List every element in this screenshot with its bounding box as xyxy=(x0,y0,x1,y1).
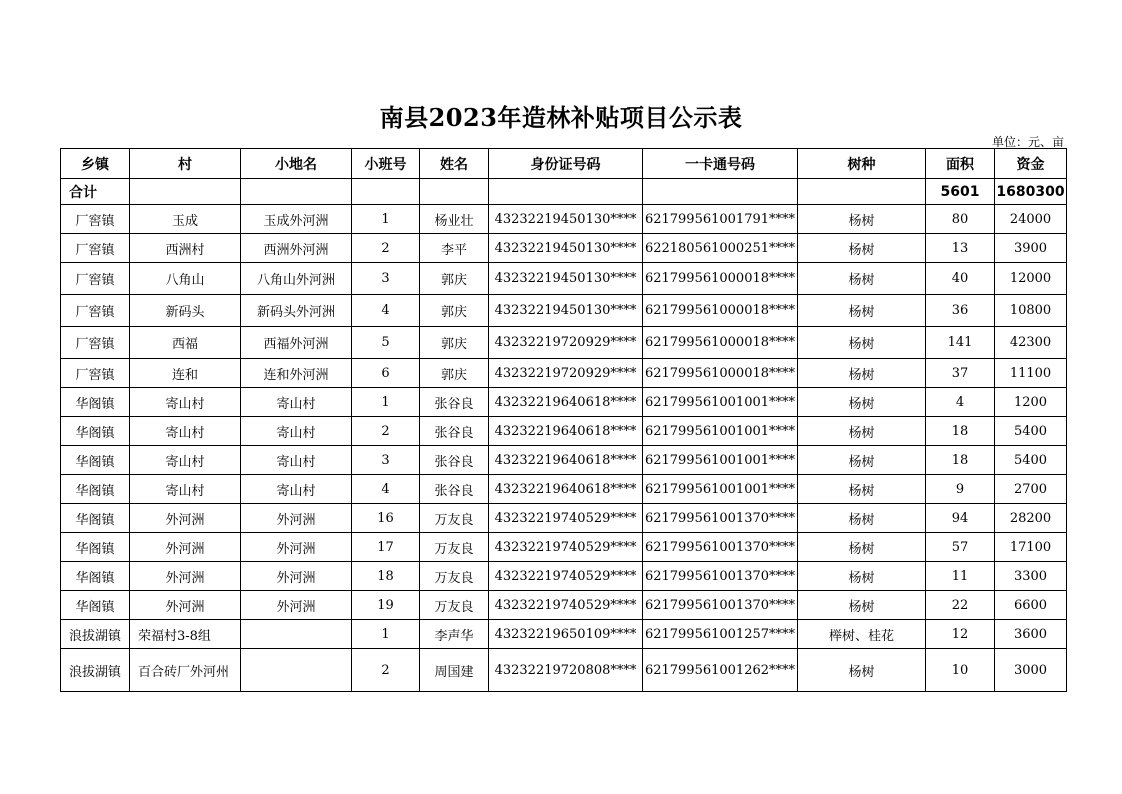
id-number-cell: 43232219650109**** xyxy=(489,620,643,649)
area-cell: 18 xyxy=(926,417,995,446)
col-header-name: 姓名 xyxy=(420,149,489,179)
plot-number-cell: 3 xyxy=(352,446,420,475)
township-cell: 华阁镇 xyxy=(61,533,130,562)
area-cell: 9 xyxy=(926,475,995,504)
card-number-cell: 621799561000018**** xyxy=(643,263,798,295)
table-row xyxy=(61,649,1067,692)
place-name-cell: 玉成外河洲 xyxy=(241,205,352,234)
name-cell: 郭庆 xyxy=(420,359,489,388)
area-cell: 11 xyxy=(926,562,995,591)
table-row xyxy=(61,533,1067,562)
tree-species-cell: 杨树 xyxy=(798,263,926,295)
name-cell: 张谷良 xyxy=(420,417,489,446)
area-cell: 57 xyxy=(926,533,995,562)
township-cell: 华阁镇 xyxy=(61,475,130,504)
place-name-cell: 寄山村 xyxy=(241,475,352,504)
id-number-cell: 43232219450130**** xyxy=(489,295,643,327)
township-cell: 华阁镇 xyxy=(61,417,130,446)
name-cell: 郭庆 xyxy=(420,327,489,359)
plot-number-cell: 5 xyxy=(352,327,420,359)
col-header-plot-number: 小班号 xyxy=(352,149,420,179)
total-area: 5601 xyxy=(926,179,995,205)
tree-species-cell: 榉树、桂花 xyxy=(798,620,926,649)
col-header-village: 村 xyxy=(130,149,241,179)
tree-species-cell: 杨树 xyxy=(798,388,926,417)
funds-cell: 42300 xyxy=(995,327,1067,359)
name-cell: 万友良 xyxy=(420,504,489,533)
tree-species-cell: 杨树 xyxy=(798,234,926,263)
tree-species-cell: 杨树 xyxy=(798,562,926,591)
id-number-cell: 43232219640618**** xyxy=(489,388,643,417)
place-name-cell: 外河洲 xyxy=(241,591,352,620)
name-cell: 万友良 xyxy=(420,562,489,591)
id-number-cell: 43232219450130**** xyxy=(489,205,643,234)
township-cell: 华阁镇 xyxy=(61,562,130,591)
table-row xyxy=(61,295,1067,327)
page-title: 南县2023年造林补贴项目公示表 xyxy=(379,103,743,132)
table-row xyxy=(61,620,1067,649)
card-number-cell: 621799561001262**** xyxy=(643,649,798,692)
name-cell: 郭庆 xyxy=(420,295,489,327)
id-number-cell: 43232219640618**** xyxy=(489,475,643,504)
funds-cell: 17100 xyxy=(995,533,1067,562)
col-header-area: 面积 xyxy=(926,149,995,179)
place-name-cell: 外河洲 xyxy=(241,533,352,562)
name-cell: 杨业壮 xyxy=(420,205,489,234)
name-cell: 万友良 xyxy=(420,533,489,562)
header-row xyxy=(61,149,1067,179)
id-number-cell: 43232219450130**** xyxy=(489,263,643,295)
township-cell: 厂窖镇 xyxy=(61,234,130,263)
area-cell: 10 xyxy=(926,649,995,692)
funds-cell: 3900 xyxy=(995,234,1067,263)
township-cell: 华阁镇 xyxy=(61,591,130,620)
total-row xyxy=(61,179,1067,205)
id-number-cell: 43232219640618**** xyxy=(489,446,643,475)
tree-species-cell: 杨树 xyxy=(798,504,926,533)
card-number-cell: 621799561001370**** xyxy=(643,533,798,562)
table-row xyxy=(61,475,1067,504)
village-cell: 外河洲 xyxy=(130,504,241,533)
plot-number-cell: 2 xyxy=(352,234,420,263)
tree-species-cell: 杨树 xyxy=(798,295,926,327)
card-number-cell: 621799561000018**** xyxy=(643,327,798,359)
id-number-cell: 43232219740529**** xyxy=(489,533,643,562)
funds-cell: 6600 xyxy=(995,591,1067,620)
village-cell: 八角山 xyxy=(130,263,241,295)
tree-species-cell: 杨树 xyxy=(798,446,926,475)
name-cell: 张谷良 xyxy=(420,475,489,504)
name-cell: 万友良 xyxy=(420,591,489,620)
card-number-cell: 621799561001257**** xyxy=(643,620,798,649)
plot-number-cell: 2 xyxy=(352,649,420,692)
funds-cell: 3300 xyxy=(995,562,1067,591)
tree-species-cell: 杨树 xyxy=(798,649,926,692)
card-number-cell: 622180561000251**** xyxy=(643,234,798,263)
plot-number-cell: 4 xyxy=(352,295,420,327)
funds-cell: 3600 xyxy=(995,620,1067,649)
table-row xyxy=(61,205,1067,234)
village-cell: 西洲村 xyxy=(130,234,241,263)
col-header-funds: 资金 xyxy=(995,149,1067,179)
funds-cell: 5400 xyxy=(995,446,1067,475)
table-row xyxy=(61,446,1067,475)
plot-number-cell: 1 xyxy=(352,205,420,234)
name-cell: 张谷良 xyxy=(420,388,489,417)
name-cell: 周国建 xyxy=(420,649,489,692)
tree-species-cell: 杨树 xyxy=(798,533,926,562)
card-number-cell: 621799561001370**** xyxy=(643,504,798,533)
card-number-cell: 621799561001370**** xyxy=(643,562,798,591)
name-cell: 张谷良 xyxy=(420,446,489,475)
village-cell: 寄山村 xyxy=(130,446,241,475)
township-cell: 浪拔湖镇 xyxy=(61,620,130,649)
funds-cell: 10800 xyxy=(995,295,1067,327)
area-cell: 40 xyxy=(926,263,995,295)
township-cell: 厂窖镇 xyxy=(61,295,130,327)
card-number-cell: 621799561001001**** xyxy=(643,388,798,417)
place-name-cell: 新码头外河洲 xyxy=(241,295,352,327)
area-cell: 37 xyxy=(926,359,995,388)
village-cell: 玉成 xyxy=(130,205,241,234)
funds-cell: 28200 xyxy=(995,504,1067,533)
plot-number-cell: 4 xyxy=(352,475,420,504)
col-header-card-number: 一卡通号码 xyxy=(643,149,798,179)
area-cell: 13 xyxy=(926,234,995,263)
table-row xyxy=(61,234,1067,263)
id-number-cell: 43232219740529**** xyxy=(489,562,643,591)
col-header-tree-species: 树种 xyxy=(798,149,926,179)
id-number-cell: 43232219720929**** xyxy=(489,359,643,388)
township-cell: 浪拔湖镇 xyxy=(61,649,130,692)
tree-species-cell: 杨树 xyxy=(798,591,926,620)
area-cell: 22 xyxy=(926,591,995,620)
township-cell: 厂窖镇 xyxy=(61,327,130,359)
tree-species-cell: 杨树 xyxy=(798,417,926,446)
village-cell: 寄山村 xyxy=(130,475,241,504)
village-cell: 寄山村 xyxy=(130,388,241,417)
unit-label: 单位：元、亩 xyxy=(991,135,1064,149)
place-name-cell xyxy=(241,620,352,649)
id-number-cell: 43232219720929**** xyxy=(489,327,643,359)
funds-cell: 1200 xyxy=(995,388,1067,417)
village-cell: 荣福村3-8组 xyxy=(130,620,241,649)
area-cell: 94 xyxy=(926,504,995,533)
village-cell: 外河洲 xyxy=(130,533,241,562)
place-name-cell: 外河洲 xyxy=(241,562,352,591)
table-row xyxy=(61,359,1067,388)
funds-cell: 24000 xyxy=(995,205,1067,234)
place-name-cell: 外河洲 xyxy=(241,504,352,533)
area-cell: 4 xyxy=(926,388,995,417)
village-cell: 外河洲 xyxy=(130,562,241,591)
place-name-cell: 连和外河洲 xyxy=(241,359,352,388)
place-name-cell: 西福外河洲 xyxy=(241,327,352,359)
place-name-cell: 寄山村 xyxy=(241,388,352,417)
funds-cell: 5400 xyxy=(995,417,1067,446)
place-name-cell: 寄山村 xyxy=(241,446,352,475)
area-cell: 18 xyxy=(926,446,995,475)
funds-cell: 3000 xyxy=(995,649,1067,692)
funds-cell: 12000 xyxy=(995,263,1067,295)
table-row xyxy=(61,327,1067,359)
table-row xyxy=(61,263,1067,295)
tree-species-cell: 杨树 xyxy=(798,359,926,388)
card-number-cell: 621799561000018**** xyxy=(643,359,798,388)
area-cell: 12 xyxy=(926,620,995,649)
township-cell: 厂窖镇 xyxy=(61,205,130,234)
tree-species-cell: 杨树 xyxy=(798,475,926,504)
place-name-cell: 西洲外河洲 xyxy=(241,234,352,263)
table-row xyxy=(61,562,1067,591)
township-cell: 华阁镇 xyxy=(61,504,130,533)
id-number-cell: 43232219740529**** xyxy=(489,504,643,533)
id-number-cell: 43232219720808**** xyxy=(489,649,643,692)
name-cell: 郭庆 xyxy=(420,263,489,295)
table-row xyxy=(61,591,1067,620)
id-number-cell: 43232219640618**** xyxy=(489,417,643,446)
card-number-cell: 621799561001001**** xyxy=(643,475,798,504)
id-number-cell: 43232219450130**** xyxy=(489,234,643,263)
township-cell: 华阁镇 xyxy=(61,388,130,417)
village-cell: 新码头 xyxy=(130,295,241,327)
funds-cell: 11100 xyxy=(995,359,1067,388)
plot-number-cell: 3 xyxy=(352,263,420,295)
plot-number-cell: 1 xyxy=(352,388,420,417)
plot-number-cell: 1 xyxy=(352,620,420,649)
table-row xyxy=(61,504,1067,533)
card-number-cell: 621799561001001**** xyxy=(643,446,798,475)
plot-number-cell: 2 xyxy=(352,417,420,446)
col-header-township: 乡镇 xyxy=(61,149,130,179)
plot-number-cell: 16 xyxy=(352,504,420,533)
plot-number-cell: 17 xyxy=(352,533,420,562)
tree-species-cell: 杨树 xyxy=(798,327,926,359)
township-cell: 厂窖镇 xyxy=(61,359,130,388)
place-name-cell xyxy=(241,649,352,692)
area-cell: 141 xyxy=(926,327,995,359)
village-cell: 西福 xyxy=(130,327,241,359)
table-row xyxy=(61,388,1067,417)
place-name-cell: 八角山外河洲 xyxy=(241,263,352,295)
name-cell: 李声华 xyxy=(420,620,489,649)
area-cell: 80 xyxy=(926,205,995,234)
col-header-place-name: 小地名 xyxy=(241,149,352,179)
place-name-cell: 寄山村 xyxy=(241,417,352,446)
table-row xyxy=(61,417,1067,446)
plot-number-cell: 19 xyxy=(352,591,420,620)
total-funds: 1680300 xyxy=(995,179,1067,205)
plot-number-cell: 6 xyxy=(352,359,420,388)
card-number-cell: 621799561000018**** xyxy=(643,295,798,327)
total-label: 合计 xyxy=(61,179,130,205)
subsidy-table xyxy=(60,148,1067,692)
village-cell: 寄山村 xyxy=(130,417,241,446)
card-number-cell: 621799561001791**** xyxy=(643,205,798,234)
funds-cell: 2700 xyxy=(995,475,1067,504)
plot-number-cell: 18 xyxy=(352,562,420,591)
card-number-cell: 621799561001001**** xyxy=(643,417,798,446)
tree-species-cell: 杨树 xyxy=(798,205,926,234)
card-number-cell: 621799561001370**** xyxy=(643,591,798,620)
village-cell: 百合砖厂外河州 xyxy=(130,649,241,692)
name-cell: 李平 xyxy=(420,234,489,263)
village-cell: 连和 xyxy=(130,359,241,388)
township-cell: 厂窖镇 xyxy=(61,263,130,295)
id-number-cell: 43232219740529**** xyxy=(489,591,643,620)
col-header-id-number: 身份证号码 xyxy=(489,149,643,179)
township-cell: 华阁镇 xyxy=(61,446,130,475)
area-cell: 36 xyxy=(926,295,995,327)
village-cell: 外河洲 xyxy=(130,591,241,620)
